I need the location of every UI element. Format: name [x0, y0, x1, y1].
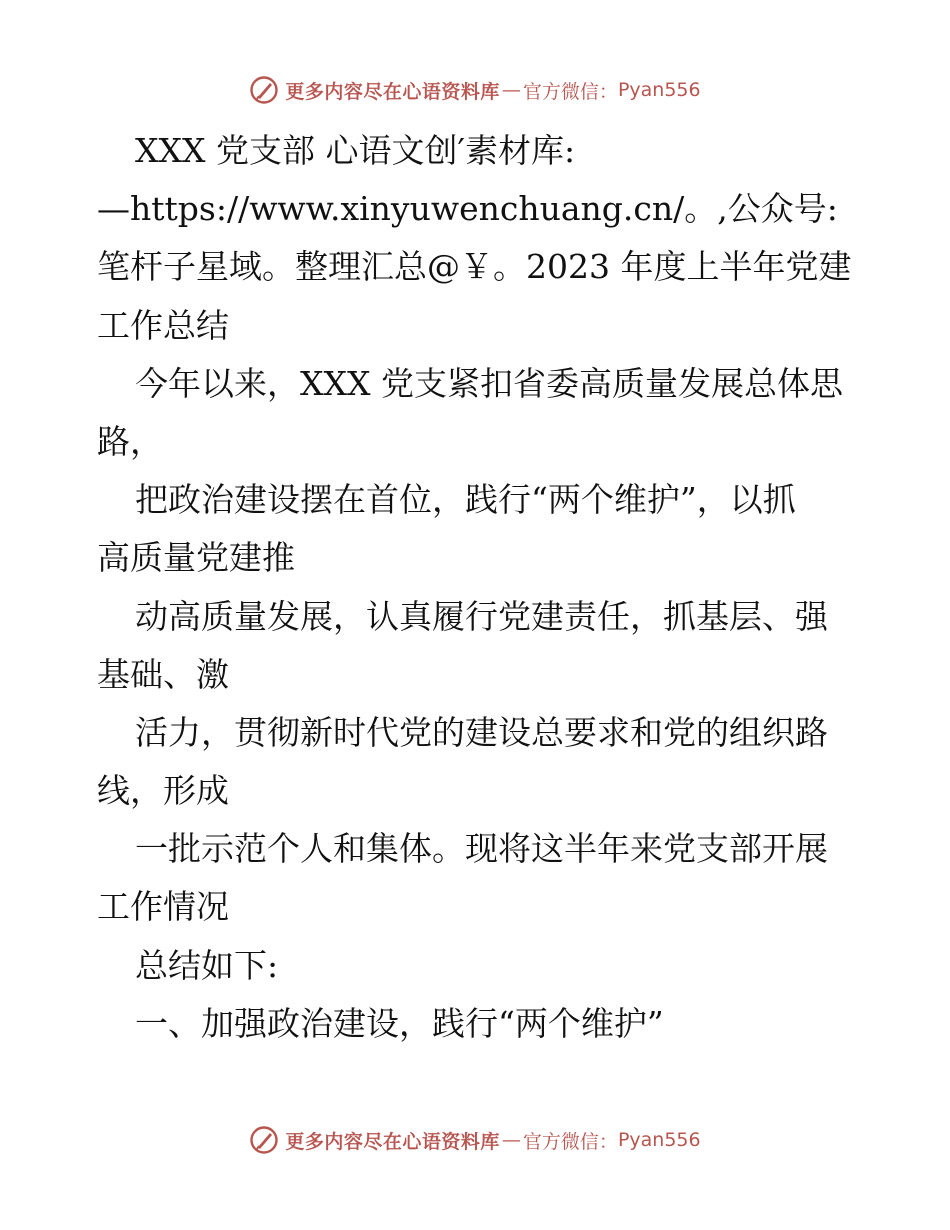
doc-line: 一批示范个人和集体。现将这半年来党支部开展 — [135, 829, 828, 869]
document-body — [97, 122, 853, 1053]
doc-line: XXX 党支部 心语文创′素材库: — [135, 131, 576, 170]
quill-pen-logo-icon — [249, 1125, 279, 1155]
banner-wechat-label: 官方微信： — [522, 1130, 618, 1153]
doc-line: 工作情况 — [97, 887, 229, 927]
doc-line: 工作总结 — [97, 305, 229, 345]
banner-dash: — — [501, 1129, 521, 1151]
doc-line: 今年以来，XXX 党支紧扣省委高质量发展总体思 — [135, 363, 843, 403]
doc-line: 笔杆子星域。整理汇总@￥。2023 年度上半年党建 — [97, 247, 852, 287]
header-banner — [0, 70, 950, 110]
doc-line: 总结如下: — [135, 945, 279, 985]
banner-text: 更多内容尽在心语资料库 — [285, 80, 500, 103]
doc-line: —https://www.xinyuwenchuang.cn/。,公众号: — [97, 189, 838, 229]
quill-pen-logo-icon — [249, 75, 279, 105]
footer-banner — [0, 1120, 950, 1160]
doc-line: 活力，贯彻新时代党的建设总要求和党的组织路 — [135, 712, 828, 752]
banner-wechat-label: 官方微信： — [522, 80, 618, 103]
doc-line: 一、加强政治建设，践行“两个维护” — [135, 1003, 664, 1043]
banner-wechat-id: Pyan556 — [617, 1129, 701, 1151]
banner-wechat-id: Pyan556 — [617, 79, 701, 101]
doc-line: 把政治建设摆在首位，践行“两个维护”，以抓 — [135, 480, 796, 520]
banner-dash: — — [501, 79, 521, 101]
doc-line: 高质量党建推 — [97, 538, 295, 578]
banner-text: 更多内容尽在心语资料库 — [285, 1130, 500, 1153]
doc-line: 基础、激 — [97, 654, 229, 694]
doc-line: 动高质量发展，认真履行党建责任，抓基层、强 — [135, 596, 828, 636]
doc-line: 线，形成 — [97, 771, 229, 811]
doc-line: 路， — [97, 421, 163, 461]
